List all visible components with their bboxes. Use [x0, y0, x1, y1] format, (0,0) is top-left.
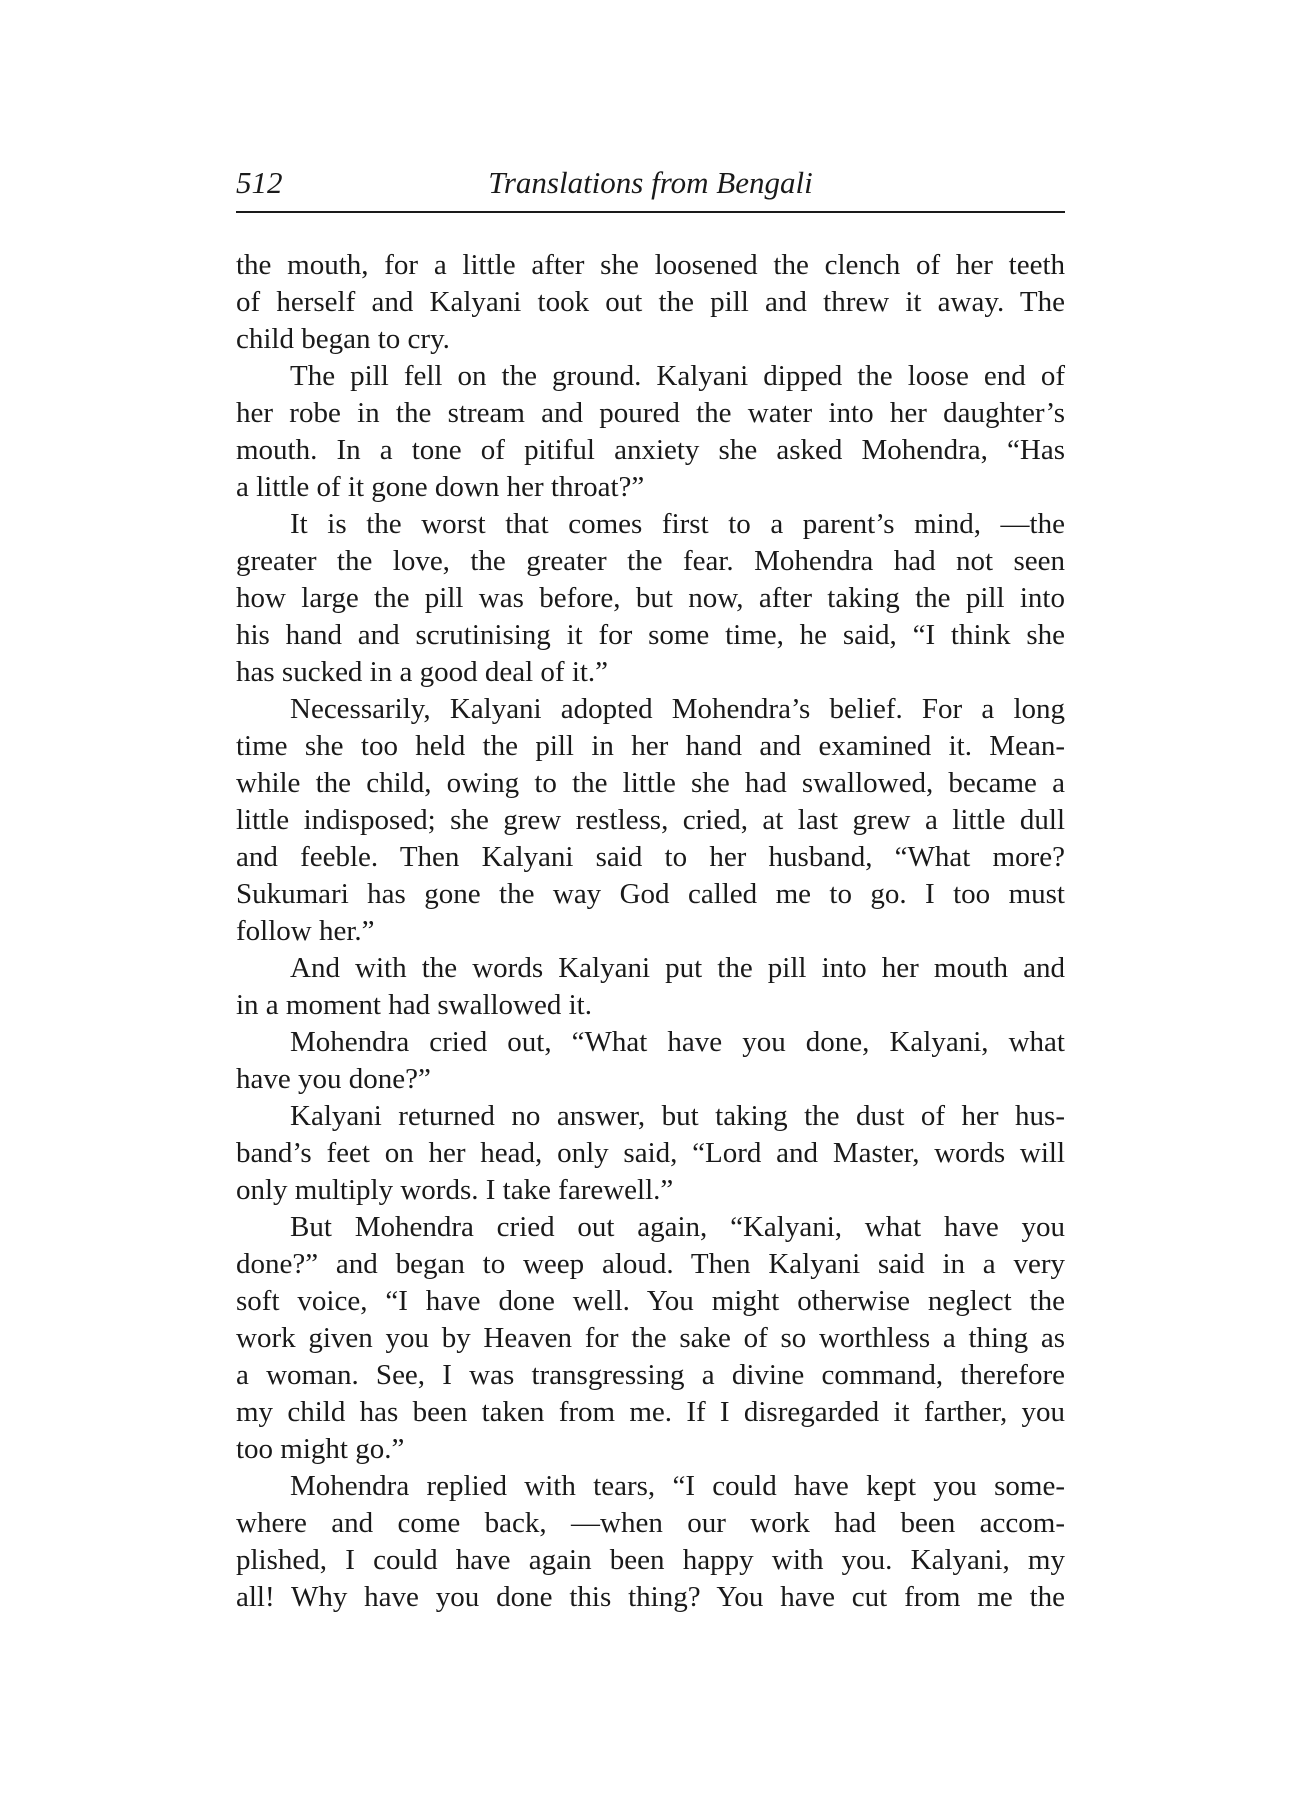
text-line: greater the love, the greater the fear. Mohendra had not seen	[236, 545, 1065, 577]
text-line: follow her.”	[236, 915, 375, 947]
text-line: done?” and began to weep aloud. Then Kalyani said in a very	[236, 1248, 1065, 1280]
text-line: how large the pill was before, but now, after taking the pill into	[236, 582, 1065, 614]
text-line: Necessarily, Kalyani adopted Mohendra’s belief. For a long	[290, 693, 1065, 725]
text-line: all! Why have you done this thing? You have cut from me the	[236, 1581, 1065, 1613]
text-line: have you done?”	[236, 1063, 431, 1095]
text-line: But Mohendra cried out again, “Kalyani, what have you	[290, 1211, 1065, 1243]
text-line: only multiply words. I take farewell.”	[236, 1174, 674, 1206]
text-line: where and come back, —when our work had been accom-	[236, 1507, 1065, 1539]
running-title: Translations from Bengali	[488, 165, 813, 200]
text-line: child began to cry.	[236, 323, 450, 355]
text-line: Kalyani returned no answer, but taking the dust of her hus-	[290, 1100, 1065, 1132]
text-line: his hand and scrutinising it for some time, he said, “I think she	[236, 619, 1065, 651]
text-line: band’s feet on her head, only said, “Lord and Master, words will	[236, 1137, 1065, 1169]
body-text	[236, 247, 1065, 1616]
text-line: in a moment had swallowed it.	[236, 989, 592, 1021]
text-line: and feeble. Then Kalyani said to her husband, “What more?	[236, 841, 1065, 873]
text-line: work given you by Heaven for the sake of so worthless a thing as	[236, 1322, 1065, 1354]
text-line: The pill fell on the ground. Kalyani dipped the loose end of	[290, 360, 1065, 392]
running-head	[236, 163, 1065, 213]
text-line: while the child, owing to the little she had swallowed, became a	[236, 767, 1065, 799]
text-line: And with the words Kalyani put the pill into her mouth and	[290, 952, 1065, 984]
text-line: has sucked in a good deal of it.”	[236, 656, 609, 688]
text-line: Mohendra replied with tears, “I could have kept you some-	[290, 1470, 1065, 1502]
text-line: plished, I could have again been happy with you. Kalyani, my	[236, 1544, 1065, 1576]
text-line: her robe in the stream and poured the water into her daughter’s	[236, 397, 1065, 429]
text-line: the mouth, for a little after she loosened the clench of her teeth	[236, 249, 1065, 281]
text-line: Mohendra cried out, “What have you done, Kalyani, what	[290, 1026, 1065, 1058]
text-line: Sukumari has gone the way God called me to go. I too must	[236, 878, 1065, 910]
text-line: It is the worst that comes first to a parent’s mind, —the	[290, 508, 1065, 540]
text-line: mouth. In a tone of pitiful anxiety she asked Mohendra, “Has	[236, 434, 1065, 466]
text-line: time she too held the pill in her hand and examined it. Mean-	[236, 730, 1065, 762]
text-line: little indisposed; she grew restless, cried, at last grew a little dull	[236, 804, 1065, 836]
text-line: my child has been taken from me. If I disregarded it farther, you	[236, 1396, 1065, 1428]
text-line: too might go.”	[236, 1433, 405, 1465]
text-line: of herself and Kalyani took out the pill and threw it away. The	[236, 286, 1065, 318]
text-line: a little of it gone down her throat?”	[236, 471, 645, 503]
text-line: soft voice, “I have done well. You might otherwise neglect the	[236, 1285, 1065, 1317]
text-line: a woman. See, I was transgressing a divine command, therefore	[236, 1359, 1065, 1391]
page-number: 512	[236, 165, 283, 200]
